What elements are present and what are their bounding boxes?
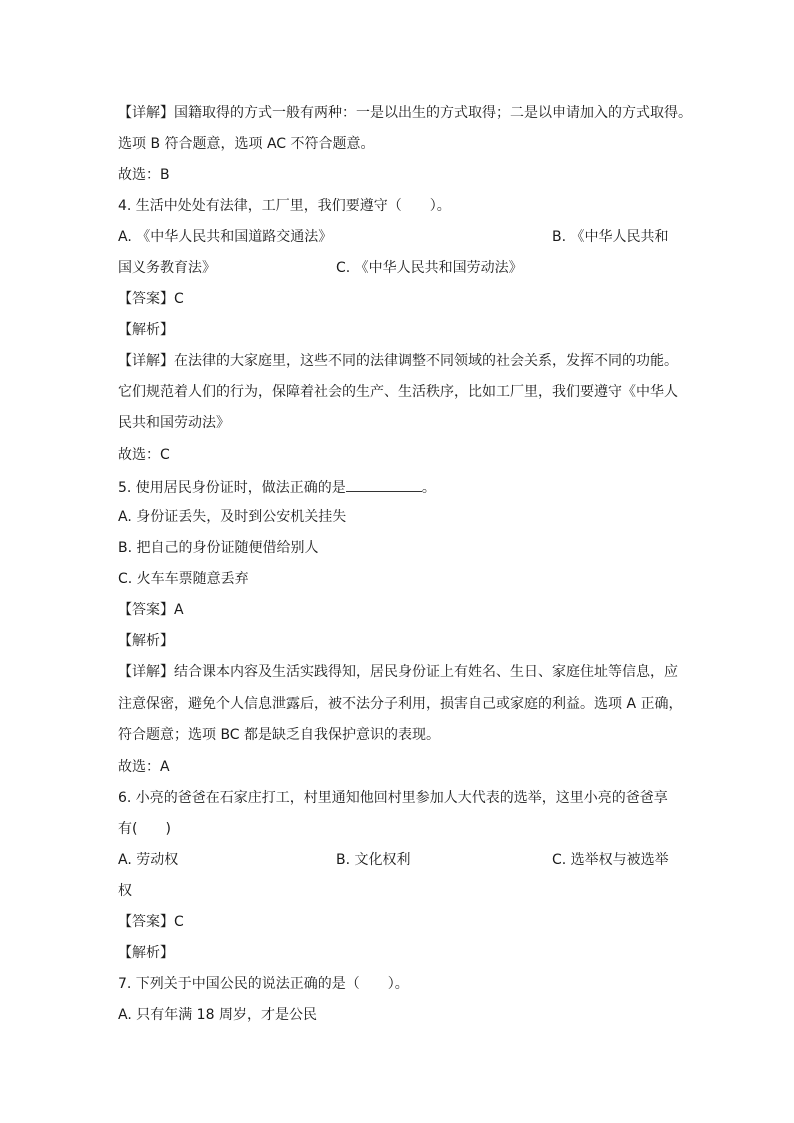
option-b: B. 把自己的身份证随便借给别人 [118, 540, 319, 556]
question-6-options-row [118, 851, 680, 869]
question-5-end: 。 [421, 480, 436, 496]
explanation-line: 符合题意；选项 BC 都是缺乏自我保护意识的表现。 [118, 727, 441, 743]
question-5 [118, 477, 680, 497]
explanation-line: 【详解】结合课本内容及生活实践得知，居民身份证上有姓名、生日、家庭住址等信息，应 [118, 664, 678, 680]
explanation-line: 选项 B 符合题意，选项 AC 不符合题意。 [118, 136, 375, 152]
option-c: C. 火车车票随意丢弃 [118, 571, 249, 587]
option-a: A. 身份证丢失，及时到公安机关挂失 [118, 509, 347, 525]
analysis-heading: 【解析】 [118, 633, 174, 649]
option-c: C. 选举权与被选举 [552, 852, 669, 868]
final-choice: 故选：B [118, 167, 170, 183]
analysis-heading: 【解析】 [118, 322, 174, 338]
option-b-continued: 国义务教育法》 [118, 260, 216, 276]
answer: 【答案】A [118, 602, 184, 618]
question-4-options-row-2 [118, 259, 680, 277]
option-b: B. 《中华人民共和 [552, 229, 669, 245]
answer: 【答案】C [118, 291, 184, 307]
option-a: A. 《中华人民共和国道路交通法》 [118, 229, 333, 245]
question-7: 7. 下列关于中国公民的说法正确的是（ ）。 [118, 976, 409, 992]
question-4-options-row-1 [118, 228, 680, 246]
analysis-heading: 【解析】 [118, 945, 174, 961]
question-6-continued: 有( ) [118, 821, 171, 837]
explanation-line: 注意保密，避免个人信息泄露后，被不法分子利用，损害自己或家庭的利益。选项 A 正确， [118, 696, 683, 712]
question-4: 4. 生活中处处有法律，工厂里，我们要遵守（ ）。 [118, 198, 451, 214]
option-a: A. 劳动权 [118, 852, 179, 868]
explanation-line: 【详解】在法律的大家庭里，这些不同的法律调整不同领域的社会关系，发挥不同的功能。 [118, 353, 678, 369]
final-choice: 故选：A [118, 759, 170, 775]
question-6: 6. 小亮的爸爸在石家庄打工，村里通知他回村里参加人大代表的选举，这里小亮的爸爸享 [118, 790, 668, 806]
option-b: B. 文化权利 [336, 852, 411, 868]
explanation-line: 【详解】国籍取得的方式一般有两种：一是以出生的方式取得；二是以申请加入的方式取得。 [118, 105, 692, 121]
explanation-line: 它们规范着人们的行为，保障着社会的生产、生活秩序，比如工厂里，我们要遵守《中华人 [118, 384, 678, 400]
option-c-continued: 权 [118, 883, 132, 899]
question-5-text: 5. 使用居民身份证时，做法正确的是 [118, 480, 346, 496]
answer: 【答案】C [118, 914, 184, 930]
final-choice: 故选：C [118, 447, 170, 463]
option-a: A. 只有年满 18 周岁，才是公民 [118, 1007, 317, 1023]
explanation-line: 民共和国劳动法》 [118, 415, 230, 431]
fill-blank [346, 477, 422, 492]
option-c: C. 《中华人民共和国劳动法》 [336, 260, 523, 276]
